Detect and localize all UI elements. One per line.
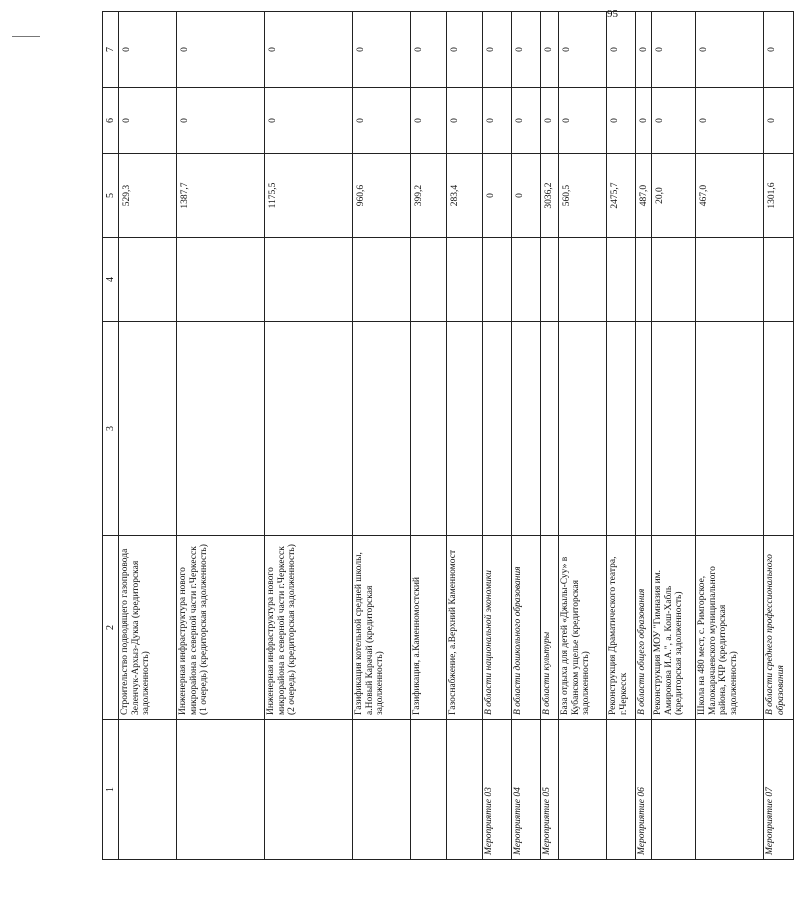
col6-cell: 0 [265,88,353,154]
col4-cell [764,238,794,322]
amount-cell: 0 [512,154,541,238]
activity-cell [353,720,411,860]
activity-cell [265,720,353,860]
table-header-row [103,12,119,860]
name-cell: Школа на 480 мест, с. Римгорское, Малокарачаевского муниципального района, КЧР (кредиторская задолженность) [696,536,764,720]
col4-cell [177,238,265,322]
col7-cell: 0 [652,12,696,88]
name-cell: Реконструкция МОУ "Гимназия им. Амирокова И.А.", а. Кош-Хабль (кредиторская задолженность) [652,536,696,720]
col4-cell [483,238,512,322]
col7-cell: 0 [265,12,353,88]
col6-cell: 0 [483,88,512,154]
header-cell-7: 7 [103,12,119,88]
col4-cell [636,238,652,322]
col4-cell [512,238,541,322]
activity-cell [559,720,607,860]
col6-cell: 0 [696,88,764,154]
col6-cell: 0 [559,88,607,154]
table-row [559,12,607,860]
activity-cell [411,720,447,860]
col7-cell: 0 [177,12,265,88]
col7-cell: 0 [353,12,411,88]
name-cell: Инженерная инфраструктура нового микрорайона в северной части г.Черкесск (1 очередь) (кредиторская задолженность) [177,536,265,720]
table-row [177,12,265,860]
table-row [265,12,353,860]
col6-cell: 0 [541,88,559,154]
amount-cell: 399,2 [411,154,447,238]
name-cell: В области общего образования [636,536,652,720]
table-row [512,12,541,860]
col3-cell [652,322,696,536]
col4-cell [696,238,764,322]
table-row [411,12,447,860]
activity-cell: Мероприятие 03 [483,720,512,860]
col7-cell: 0 [512,12,541,88]
amount-cell: 1387,7 [177,154,265,238]
col6-cell: 0 [119,88,177,154]
name-cell: Инженерная инфраструктура нового микрорайона в северной части г.Черкесск (2 очередь) (кредиторская задолженность) [265,536,353,720]
amount-cell: 1175,5 [265,154,353,238]
activity-cell [177,720,265,860]
name-cell: В области среднего профессионального образования [764,536,794,720]
col6-cell: 0 [447,88,483,154]
col6-cell: 0 [353,88,411,154]
name-cell: Строительство подводящего газопровода Зеленчук-Архыз-Дукка (кредиторская задолженность) [119,536,177,720]
col3-cell [764,322,794,536]
col3-cell [411,322,447,536]
amount-cell: 0 [483,154,512,238]
amount-cell: 283,4 [447,154,483,238]
col4-cell [265,238,353,322]
col4-cell [411,238,447,322]
table-row [696,12,764,860]
col4-cell [119,238,177,322]
col6-cell: 0 [652,88,696,154]
col6-cell: 0 [177,88,265,154]
col7-cell: 0 [119,12,177,88]
rotated-sheet [40,0,786,905]
table-body [103,12,794,860]
table-row [119,12,177,860]
margin-mark [12,36,40,37]
col7-cell: 0 [764,12,794,88]
activity-cell: Мероприятие 07 [764,720,794,860]
name-cell: В области дошкольного образования [512,536,541,720]
table-row [652,12,696,860]
name-cell: База отдыха для детей «Джылы-Суу» в Кубанском ущелье (кредиторская задолженность) [559,536,607,720]
col3-cell [636,322,652,536]
col4-cell [559,238,607,322]
activity-cell [119,720,177,860]
col4-cell [353,238,411,322]
col7-cell: 0 [636,12,652,88]
table-row [607,12,636,860]
col7-cell: 0 [447,12,483,88]
col3-cell [541,322,559,536]
header-cell-4: 4 [103,238,119,322]
activity-cell [696,720,764,860]
col4-cell [447,238,483,322]
col7-cell: 0 [483,12,512,88]
col3-cell [265,322,353,536]
col4-cell [607,238,636,322]
activity-cell: Мероприятие 04 [512,720,541,860]
header-cell-5: 5 [103,154,119,238]
col3-cell [483,322,512,536]
col3-cell [177,322,265,536]
col6-cell: 0 [512,88,541,154]
col3-cell [607,322,636,536]
amount-cell: 467,0 [696,154,764,238]
amount-cell: 529,3 [119,154,177,238]
table-row [541,12,559,860]
col3-cell [512,322,541,536]
name-cell: Газификация, а.Каменномостский [411,536,447,720]
activity-cell [447,720,483,860]
col4-cell [541,238,559,322]
col3-cell [447,322,483,536]
table-row [483,12,512,860]
table-row [764,12,794,860]
name-cell: В области национальной экономики [483,536,512,720]
amount-cell: 2475,7 [607,154,636,238]
amount-cell: 20,0 [652,154,696,238]
col3-cell [696,322,764,536]
header-cell-6: 6 [103,88,119,154]
header-cell-2: 2 [103,536,119,720]
activity-cell [652,720,696,860]
data-table [102,11,794,860]
activity-cell [607,720,636,860]
name-cell: В области культуры [541,536,559,720]
col7-cell: 0 [559,12,607,88]
col6-cell: 0 [764,88,794,154]
activity-cell: Мероприятие 06 [636,720,652,860]
col7-cell: 0 [541,12,559,88]
col3-cell [119,322,177,536]
name-cell: Реконструкция Драматического театра, г.Черкесск [607,536,636,720]
col6-cell: 0 [607,88,636,154]
amount-cell: 1301,6 [764,154,794,238]
col6-cell: 0 [411,88,447,154]
header-cell-1: 1 [103,720,119,860]
page-number: 95 [607,8,618,20]
amount-cell: 560,5 [559,154,607,238]
col3-cell [559,322,607,536]
table-row [353,12,411,860]
table-row [447,12,483,860]
col7-cell: 0 [411,12,447,88]
col7-cell: 0 [696,12,764,88]
col3-cell [353,322,411,536]
activity-cell: Мероприятие 05 [541,720,559,860]
name-cell: Газоснабжение, а.Верхний Каменномост [447,536,483,720]
amount-cell: 487,0 [636,154,652,238]
amount-cell: 960,6 [353,154,411,238]
col6-cell: 0 [636,88,652,154]
col7-cell: 0 [607,12,636,88]
amount-cell: 3036,2 [541,154,559,238]
table-row [636,12,652,860]
name-cell: Газификация котельной средней школы, а.Новый Карачай (кредиторская задолженность) [353,536,411,720]
col4-cell [652,238,696,322]
header-cell-3: 3 [103,322,119,536]
